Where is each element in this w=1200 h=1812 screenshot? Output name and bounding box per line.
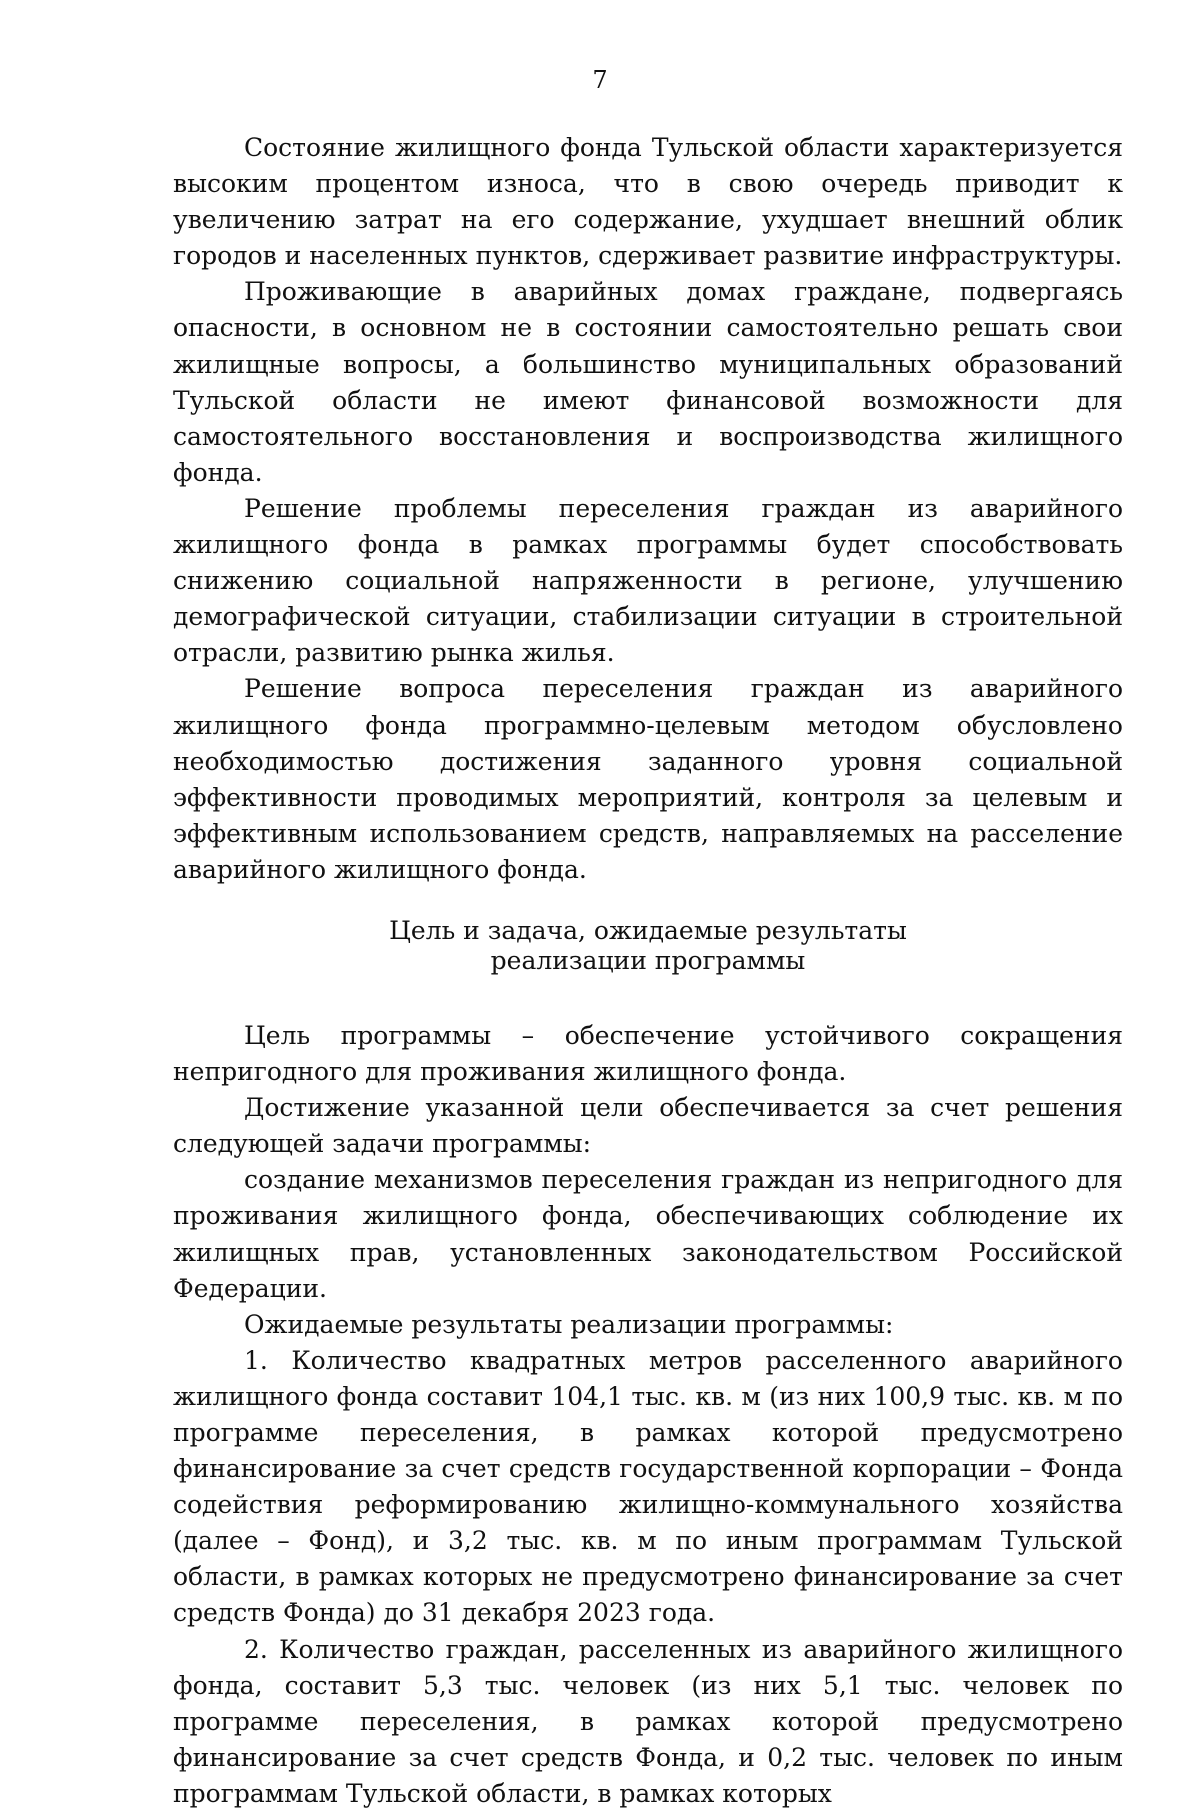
- paragraph-housing-condition: Состояние жилищного фонда Тульской области характеризуется высоким процентом износа, что в свою очередь приводит к увеличению затрат на его содержание, ухудшает внешний облик городов и населенных пунктов, сдерживает развитие инфраструктуры.: [173, 133, 1123, 271]
- paragraph-program-task: создание механизмов переселения граждан из непригодного для проживания жилищного фонда, обеспечивающих соблюдение их жилищных прав, установленных законодательством Российской Федерации.: [173, 1165, 1123, 1303]
- paragraph-program-method: Решение вопроса переселения граждан из аварийного жилищного фонда программно-целевым методом обусловлено необходимостью достижения заданного уровня социальной эффективности проводимых мероприятий, контроля за целевым и эффективным использованием средств, направляемых на расселение аварийного жилищного фонда.: [173, 674, 1123, 884]
- document-body: [173, 130, 1123, 1812]
- paragraph-goal-achievement: Достижение указанной цели обеспечивается за счет решения следующей задачи программы:: [173, 1093, 1123, 1159]
- paragraph-residents-danger: Проживающие в аварийных домах граждане, подвергаясь опасности, в основном не в состоянии самостоятельно решать свои жилищные вопросы, а большинство муниципальных образований Тульской области не имеют финансовой возможности для самостоятельного восстановления и воспроизводства жилищного фонда.: [173, 277, 1123, 487]
- paragraph-program-goal: Цель программы – обеспечение устойчивого сокращения непригодного для проживания жилищного фонда.: [173, 1020, 1123, 1087]
- page-number: 7: [592, 66, 608, 94]
- section-heading-line-2: реализации программы: [490, 945, 806, 975]
- paragraph-problem-solution: Решение проблемы переселения граждан из аварийного жилищного фонда в рамках программы будет способствовать снижению социальной напряженности в регионе, улучшению демографической ситуации, стабилизации ситуации в строительной отрасли, развитию рынка жилья.: [173, 493, 1123, 668]
- paragraph-expected-results: Ожидаемые результаты реализации программы:: [244, 1309, 894, 1339]
- paragraph-result-2: 2. Количество граждан, расселенных из аварийного жилищного фонда, составит 5,3 тыс. человек (из них 5,1 тыс. человек по программе переселения, в рамках которой предусмотрено финансирование за счет средств Фонда, и 0,2 тыс. человек по иным программам Тульской области, в рамках которых: [173, 1634, 1123, 1808]
- paragraph-result-1: 1. Количество квадратных метров расселенного аварийного жилищного фонда составит 104,1 тыс. кв. м (из них 100,9 тыс. кв. м по программе переселения, в рамках которой предусмотрено финансирование за счет средств государственной корпорации – Фонда содействия реформированию жилищно-коммунального хозяйства (далее – Фонд), и 3,2 тыс. кв. м по иным программам Тульской области, в рамках которых не предусмотрено финансирование за счет средств Фонда) до 31 декабря 2023 года.: [173, 1345, 1123, 1628]
- section-heading-line-1: Цель и задача, ожидаемые результаты: [389, 915, 907, 945]
- section-heading: [173, 916, 1123, 976]
